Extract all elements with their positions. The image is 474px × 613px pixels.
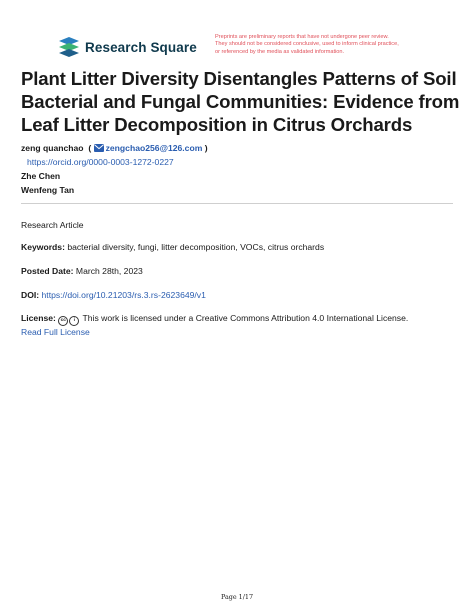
license-text: This work is licensed under a Creative Commons Attribution 4.0 International License.	[82, 313, 409, 323]
posted-date-value: March 28th, 2023	[75, 266, 143, 276]
article-title	[21, 67, 461, 136]
keywords-row	[21, 242, 324, 252]
author-email-link[interactable]	[94, 143, 203, 153]
article-type: Research Article	[21, 220, 84, 230]
disclaimer-line: Preprints are preliminary reports that have not undergone peer review.	[215, 34, 389, 40]
orcid-link[interactable]: https://orcid.org/0000-0003-1272-0227	[27, 157, 174, 167]
doi-link[interactable]: https://doi.org/10.21203/rs.3.rs-2623649/v1	[41, 290, 206, 300]
disclaimer-line: They should not be considered conclusive, used to inform clinical practice,	[215, 41, 399, 48]
title-line: Bacterial and Fungal Communities: Evidence from	[21, 91, 460, 112]
envelope-icon	[94, 144, 104, 152]
title-line: Leaf Litter Decomposition in Citrus Orchards	[21, 114, 413, 135]
section-divider	[21, 203, 453, 204]
posted-date-row	[21, 266, 143, 276]
attribution-icon: i	[69, 316, 79, 326]
research-square-logo-icon	[58, 37, 80, 57]
keywords-value: bacterial diversity, fungi, litter decomposition, VOCs, citrus orchards	[67, 242, 325, 252]
doi-label: DOI:	[21, 290, 40, 300]
license-label: License:	[21, 313, 56, 323]
page-number: Page 1/17	[220, 593, 254, 601]
keywords-label: Keywords:	[21, 242, 65, 252]
author-2: Zhe Chen	[21, 171, 61, 181]
research-square-logo[interactable]	[58, 37, 197, 57]
read-license-row	[21, 327, 90, 337]
preprint-disclaimer	[215, 34, 465, 56]
doi-row	[21, 290, 206, 300]
header	[0, 0, 474, 66]
title-line: Plant Litter Diversity Disentangles Patterns of Soil	[21, 68, 457, 89]
author-1	[21, 141, 208, 169]
author-list	[21, 141, 208, 197]
author-3: Wenfeng Tan	[21, 185, 75, 195]
paren-open: (	[85, 143, 92, 153]
brand-name: Research Square	[85, 39, 197, 55]
paren-close: )	[204, 143, 208, 153]
author-email: zengchao256@126.com	[105, 143, 203, 153]
disclaimer-line: or referenced by the media as validated information.	[215, 48, 345, 55]
read-full-license-link[interactable]: Read Full License	[21, 327, 90, 337]
author-name: zeng quanchao	[21, 143, 84, 153]
posted-date-label: Posted Date:	[21, 266, 74, 276]
license-row	[21, 313, 408, 326]
creative-commons-icon: cc	[58, 316, 68, 326]
